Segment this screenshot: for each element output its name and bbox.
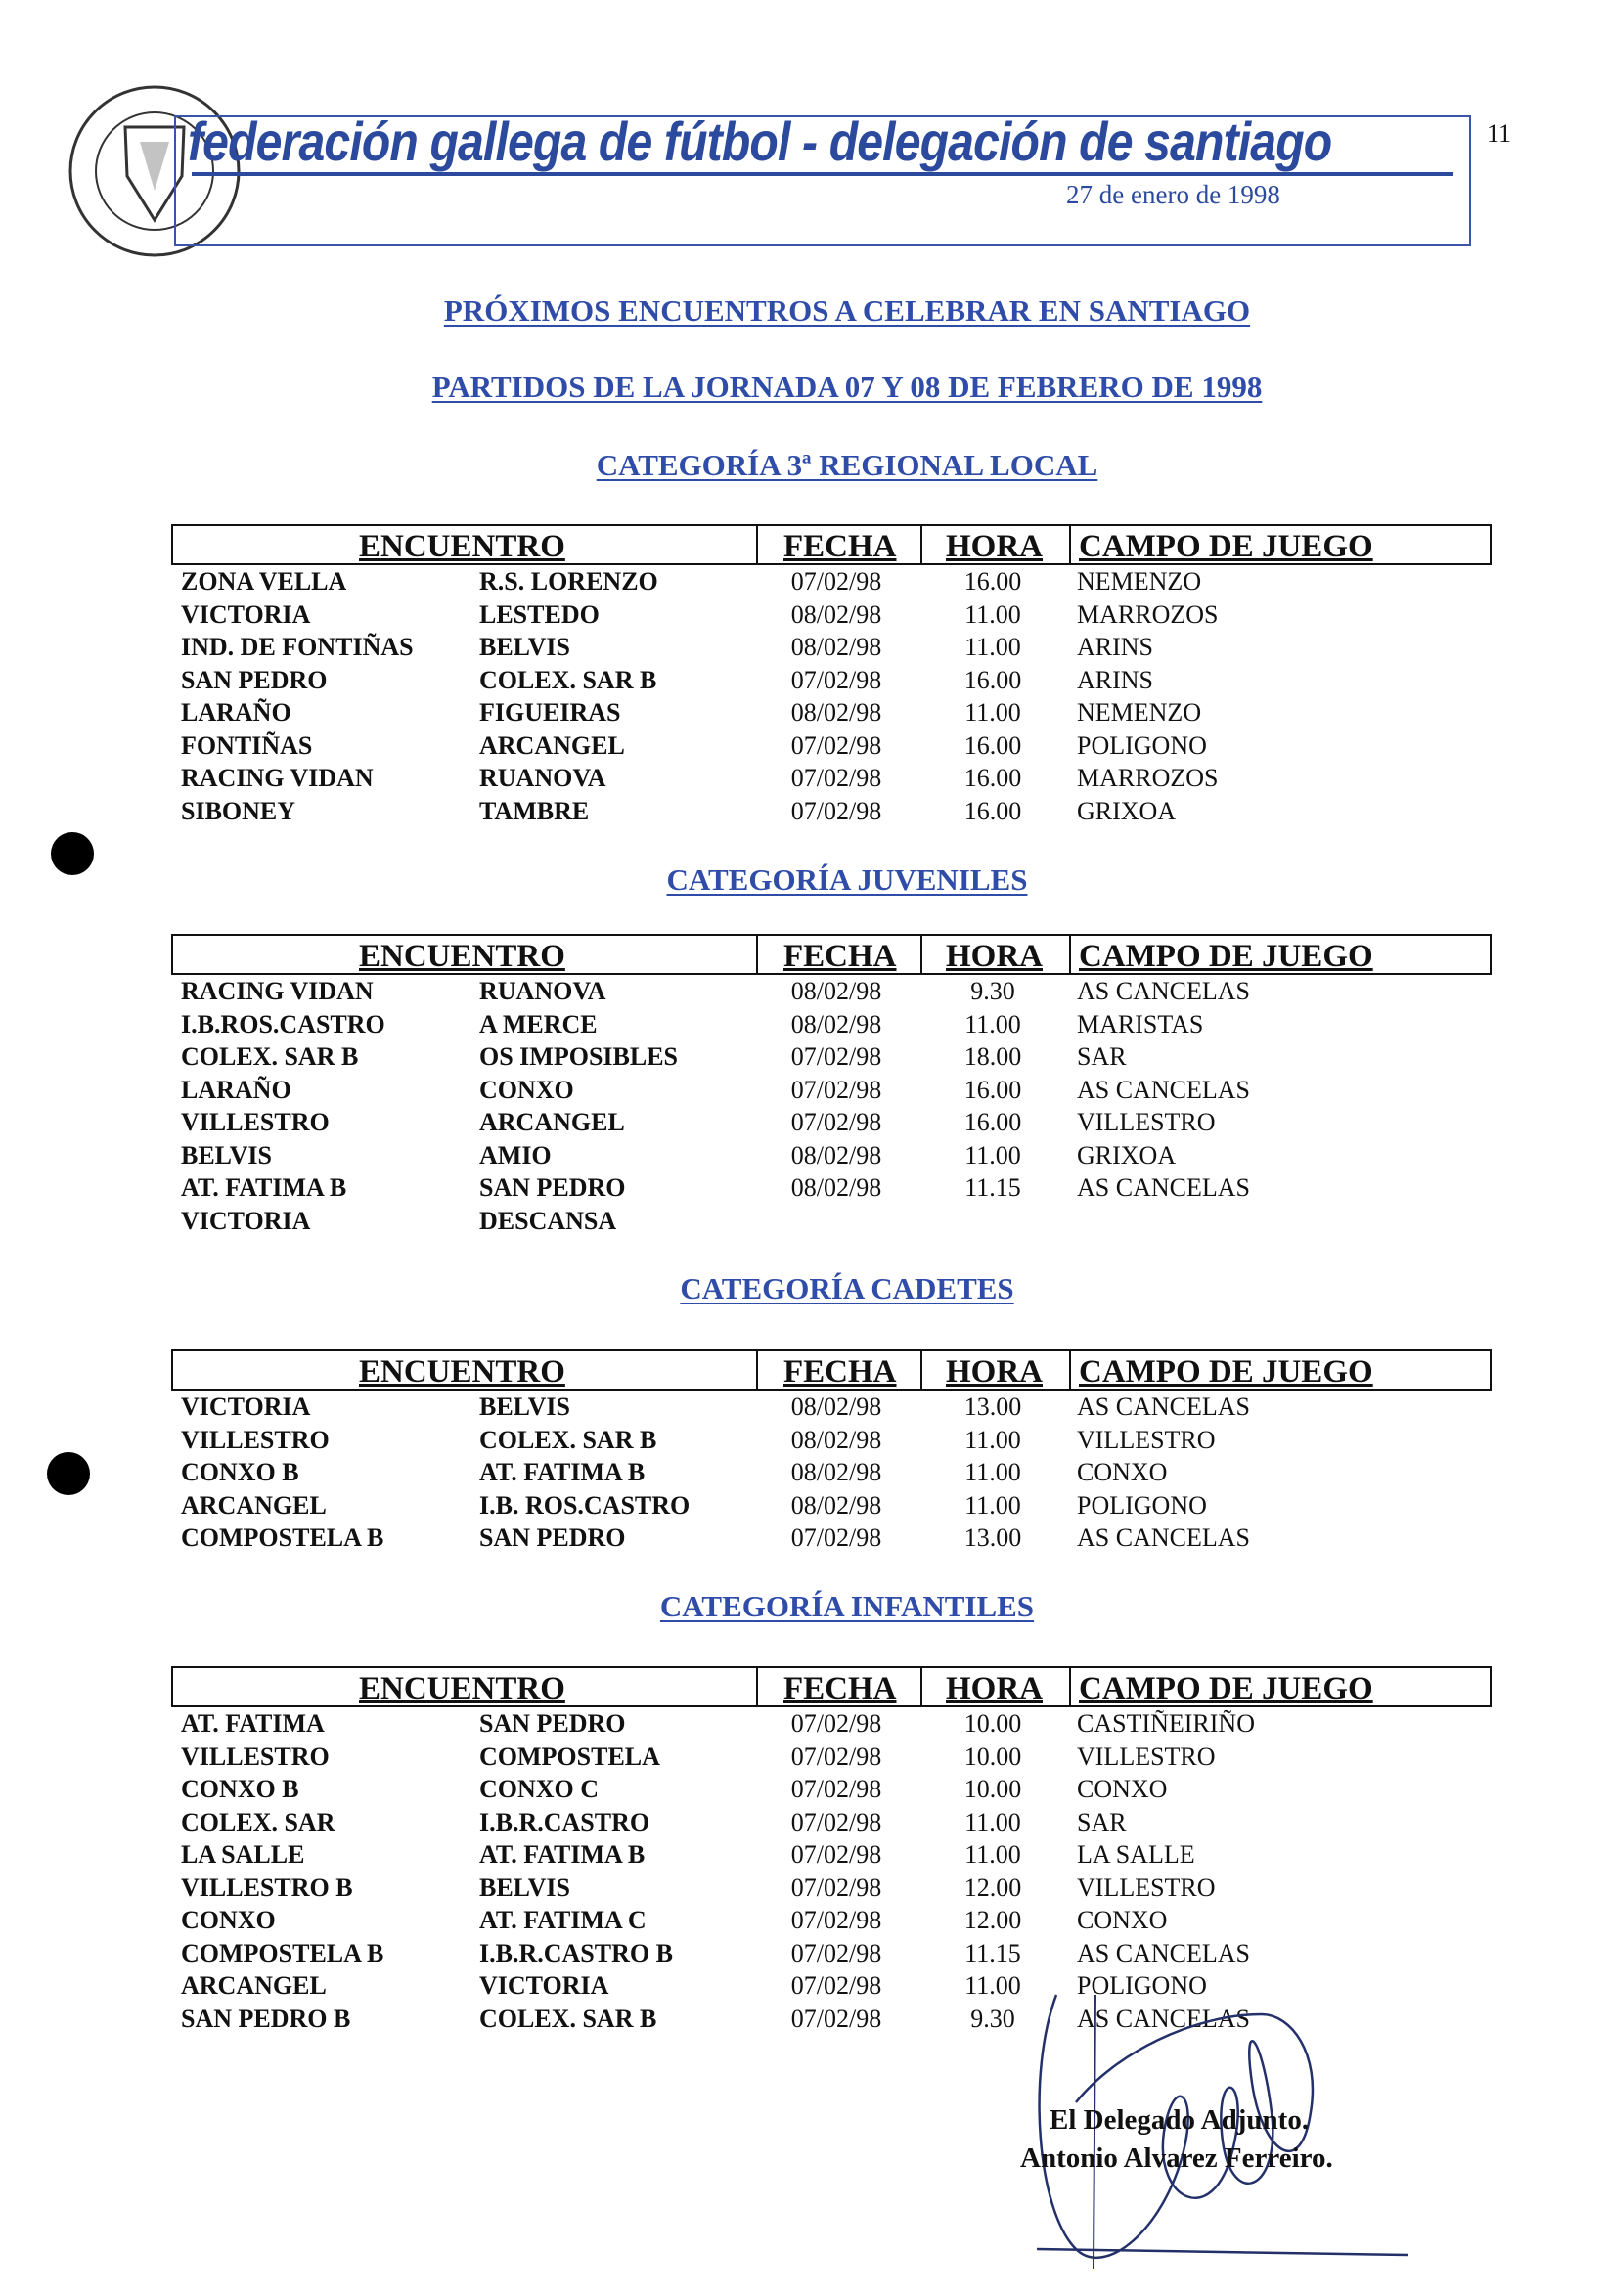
section-heading: CATEGORÍA 3ª REGIONAL LOCAL (596, 448, 1098, 482)
home-team: I.B.ROS.CASTRO (181, 1009, 385, 1038)
table-row (0, 1838, 1608, 1871)
home-team: RACING VIDAN (181, 977, 374, 1005)
match-time: 10.00 (963, 1742, 1022, 1771)
match-date: 08/02/98 (790, 1173, 882, 1202)
match-time: 11.00 (964, 1807, 1021, 1836)
away-team: ARCANGEL (479, 730, 625, 760)
match-time: 11.00 (964, 1140, 1021, 1170)
column-header-fecha: FECHA (756, 526, 922, 563)
venue: VILLESTRO (1077, 1742, 1216, 1771)
away-team: AT. FATIMA C (479, 1906, 647, 1934)
venue: MARISTAS (1077, 1009, 1204, 1038)
match-date: 08/02/98 (790, 599, 882, 629)
home-team: COLEX. SAR B (181, 1042, 359, 1071)
away-team: AT. FATIMA B (479, 1840, 646, 1869)
table-header (171, 1666, 1492, 1707)
match-date: 07/02/98 (790, 1938, 882, 1967)
column-header-fecha: FECHA (756, 1351, 922, 1389)
match-date: 08/02/98 (790, 1392, 882, 1421)
home-team: ZONA VELLA (181, 567, 347, 596)
column-header-hora: HORA (920, 1351, 1069, 1389)
section-heading: CATEGORÍA CADETES (680, 1271, 1014, 1305)
page-number: 11 (1487, 119, 1512, 148)
home-team: ARCANGEL (181, 1490, 327, 1520)
table-row (0, 696, 1608, 729)
venue: VILLESTRO (1077, 1425, 1216, 1454)
match-date: 07/02/98 (790, 1873, 882, 1902)
match-time: 11.00 (964, 1971, 1021, 2000)
table-row (0, 664, 1608, 696)
match-time: 11.00 (964, 1425, 1021, 1454)
away-team: BELVIS (479, 1392, 570, 1421)
home-team: ARCANGEL (181, 1971, 327, 2000)
match-date: 07/02/98 (790, 1075, 882, 1104)
match-date: 08/02/98 (790, 698, 882, 727)
match-date: 08/02/98 (790, 977, 882, 1005)
match-time: 10.00 (963, 1709, 1022, 1738)
match-date: 07/02/98 (790, 796, 882, 825)
match-date: 07/02/98 (790, 1775, 882, 1803)
signature-name: Antonio Alvarez Ferreiro. (1020, 2142, 1333, 2174)
home-team: RACING VIDAN (181, 764, 374, 792)
match-time: 12.00 (963, 1906, 1022, 1934)
signature-role: El Delegado Adjunto. (1050, 2104, 1310, 2136)
match-date: 07/02/98 (790, 1971, 882, 2000)
match-time: 11.00 (964, 698, 1021, 727)
venue: LA SALLE (1077, 1840, 1195, 1869)
table-row (0, 762, 1608, 794)
table-row (0, 598, 1608, 631)
home-team: VILLESTRO (181, 1425, 330, 1454)
venue: ARINS (1077, 633, 1154, 661)
table-row (0, 1456, 1608, 1488)
home-team: LA SALLE (181, 1840, 305, 1869)
match-time: 11.00 (964, 1490, 1021, 1520)
match-time: 16.00 (963, 567, 1022, 596)
table-row (0, 975, 1608, 1007)
table-row (0, 1773, 1608, 1805)
document-date: 27 de enero de 1998 (1066, 180, 1280, 209)
table-row (0, 1391, 1608, 1423)
table-row (0, 1074, 1608, 1106)
away-team: OS IMPOSIBLES (479, 1042, 679, 1071)
venue: VILLESTRO (1077, 1108, 1216, 1136)
main-heading: PRÓXIMOS ENCUENTROS A CELEBRAR EN SANTIAGO (443, 293, 1251, 328)
home-team: COLEX. SAR (181, 1807, 335, 1836)
venue: CONXO (1077, 1458, 1168, 1486)
match-time: 16.00 (963, 730, 1022, 760)
home-team: COMPOSTELA B (181, 1523, 384, 1552)
away-team: A MERCE (479, 1009, 598, 1038)
venue: AS CANCELAS (1077, 1173, 1250, 1202)
match-time: 13.00 (963, 1523, 1022, 1552)
table-row (0, 1806, 1608, 1838)
venue: MARROZOS (1077, 764, 1219, 792)
match-date: 07/02/98 (790, 1108, 882, 1136)
match-time: 16.00 (963, 1075, 1022, 1104)
column-header-fecha: FECHA (756, 936, 922, 973)
home-team: IND. DE FONTIÑAS (181, 633, 414, 661)
away-team: SAN PEDRO (479, 1523, 626, 1552)
match-date: 07/02/98 (790, 1709, 882, 1738)
venue: POLIGONO (1077, 1490, 1207, 1520)
table-row (0, 1139, 1608, 1171)
table-row (0, 1424, 1608, 1456)
match-time: 11.00 (964, 1009, 1021, 1038)
home-team: VICTORIA (181, 1206, 311, 1235)
away-team: COLEX. SAR B (479, 2004, 657, 2033)
table-row (0, 729, 1608, 762)
match-time: 16.00 (963, 665, 1022, 694)
home-team: FONTIÑAS (181, 730, 313, 760)
match-time: 18.00 (963, 1042, 1022, 1071)
table-row (0, 1106, 1608, 1138)
column-header-campo: CAMPO DE JUEGO (1069, 936, 1373, 973)
match-time: 11.00 (964, 1458, 1021, 1486)
match-time: 11.00 (964, 633, 1021, 661)
home-team: VILLESTRO (181, 1742, 330, 1771)
away-team: I.B.R.CASTRO B (479, 1938, 673, 1967)
letterhead-title: federación gallega de fútbol - delegación de santiago (188, 110, 1332, 172)
venue: POLIGONO (1077, 1971, 1207, 2000)
match-time: 10.00 (963, 1775, 1022, 1803)
venue: AS CANCELAS (1077, 1392, 1250, 1421)
match-time: 16.00 (963, 764, 1022, 792)
match-time: 9.30 (970, 977, 1015, 1005)
home-team: SAN PEDRO B (181, 2004, 351, 2033)
match-date: 07/02/98 (790, 1523, 882, 1552)
match-time: 13.00 (963, 1392, 1022, 1421)
away-team: I.B.R.CASTRO (479, 1807, 650, 1836)
venue: NEMENZO (1077, 698, 1202, 727)
away-team: SAN PEDRO (479, 1709, 626, 1738)
punch-hole (51, 832, 94, 875)
jornada-heading: PARTIDOS DE LA JORNADA 07 Y 08 DE FEBRERO DE 1998 (431, 370, 1263, 404)
column-header-campo: CAMPO DE JUEGO (1069, 1668, 1373, 1705)
venue: AS CANCELAS (1077, 1523, 1250, 1552)
match-date: 07/02/98 (790, 1840, 882, 1869)
away-team: LESTEDO (479, 599, 600, 629)
home-team: BELVIS (181, 1140, 272, 1170)
match-time: 11.15 (964, 1938, 1021, 1967)
column-header-hora: HORA (920, 936, 1069, 973)
table-row (0, 1904, 1608, 1936)
home-team: AT. FATIMA (181, 1709, 325, 1738)
table-header (171, 934, 1492, 975)
match-date: 07/02/98 (790, 764, 882, 792)
away-team: I.B. ROS.CASTRO (479, 1490, 691, 1520)
table-row (0, 795, 1608, 827)
match-date: 08/02/98 (790, 1425, 882, 1454)
table-row (0, 1872, 1608, 1904)
venue: MARROZOS (1077, 599, 1219, 629)
home-team: LARAÑO (181, 698, 291, 727)
away-team: BELVIS (479, 633, 570, 661)
away-team: RUANOVA (479, 977, 606, 1005)
match-time: 11.00 (964, 1840, 1021, 1869)
match-time: 9.30 (970, 2004, 1015, 2033)
table-row (0, 1008, 1608, 1040)
section-heading: CATEGORÍA JUVENILES (666, 862, 1028, 897)
table-row (0, 1171, 1608, 1204)
table-row (0, 1489, 1608, 1522)
match-date: 08/02/98 (790, 1140, 882, 1170)
column-header-fecha: FECHA (756, 1668, 922, 1705)
match-date: 07/02/98 (790, 1042, 882, 1071)
away-team: BELVIS (479, 1873, 570, 1902)
table-row (0, 1707, 1608, 1740)
match-date: 08/02/98 (790, 1458, 882, 1486)
table-row (0, 1741, 1608, 1773)
home-team: VILLESTRO B (181, 1873, 353, 1902)
column-header-campo: CAMPO DE JUEGO (1069, 526, 1373, 563)
away-team: CONXO C (479, 1775, 600, 1803)
table-row (0, 1040, 1608, 1073)
home-team: SIBONEY (181, 796, 296, 825)
away-team: R.S. LORENZO (479, 567, 658, 596)
away-team: CONXO (479, 1075, 574, 1104)
match-date: 07/02/98 (790, 730, 882, 760)
match-time: 16.00 (963, 1108, 1022, 1136)
column-header-encuentro: ENCUENTRO (359, 1354, 565, 1390)
venue: SAR (1077, 1807, 1127, 1836)
venue: AS CANCELAS (1077, 1075, 1250, 1104)
home-team: CONXO (181, 1906, 276, 1934)
match-date: 08/02/98 (790, 1490, 882, 1520)
match-date: 07/02/98 (790, 1742, 882, 1771)
away-team: FIGUEIRAS (479, 698, 621, 727)
match-date: 07/02/98 (790, 665, 882, 694)
letterhead-rule (192, 172, 1453, 176)
table-row (0, 1205, 1608, 1237)
section-heading: CATEGORÍA INFANTILES (659, 1589, 1035, 1623)
venue: CONXO (1077, 1906, 1168, 1934)
match-date: 07/02/98 (790, 567, 882, 596)
home-team: SAN PEDRO (181, 665, 328, 694)
punch-hole (47, 1452, 90, 1495)
venue: AS CANCELAS (1077, 2004, 1250, 2033)
table-header (171, 1349, 1492, 1391)
venue: NEMENZO (1077, 567, 1202, 596)
match-date: 07/02/98 (790, 1906, 882, 1934)
away-team: RUANOVA (479, 764, 606, 792)
venue: ARINS (1077, 665, 1154, 694)
away-team: AMIO (479, 1140, 552, 1170)
home-team: CONXO B (181, 1458, 299, 1486)
venue: AS CANCELAS (1077, 977, 1250, 1005)
home-team: VILLESTRO (181, 1108, 330, 1136)
column-header-hora: HORA (920, 526, 1069, 563)
home-team: CONXO B (181, 1775, 299, 1803)
away-team: DESCANSA (479, 1206, 617, 1235)
home-team: VICTORIA (181, 599, 311, 629)
away-team: TAMBRE (479, 796, 590, 825)
away-team: COLEX. SAR B (479, 665, 657, 694)
away-team: VICTORIA (479, 1971, 609, 2000)
table-header (171, 524, 1492, 565)
away-team: AT. FATIMA B (479, 1458, 646, 1486)
column-header-hora: HORA (920, 1668, 1069, 1705)
match-date: 07/02/98 (790, 1807, 882, 1836)
home-team: AT. FATIMA B (181, 1173, 347, 1202)
table-row (0, 631, 1608, 663)
home-team: VICTORIA (181, 1392, 311, 1421)
away-team: ARCANGEL (479, 1108, 625, 1136)
match-time: 11.00 (964, 599, 1021, 629)
match-date: 07/02/98 (790, 2004, 882, 2033)
venue: SAR (1077, 1042, 1127, 1071)
column-header-encuentro: ENCUENTRO (359, 939, 565, 974)
venue: AS CANCELAS (1077, 1938, 1250, 1967)
venue: POLIGONO (1077, 730, 1207, 760)
table-row (0, 1522, 1608, 1554)
column-header-encuentro: ENCUENTRO (359, 529, 565, 564)
venue: CASTIÑEIRIÑO (1077, 1709, 1255, 1738)
match-time: 16.00 (963, 796, 1022, 825)
column-header-campo: CAMPO DE JUEGO (1069, 1351, 1373, 1389)
match-time: 12.00 (963, 1873, 1022, 1902)
match-time: 11.15 (964, 1173, 1021, 1202)
away-team: COLEX. SAR B (479, 1425, 657, 1454)
match-date: 08/02/98 (790, 633, 882, 661)
away-team: SAN PEDRO (479, 1173, 626, 1202)
venue: VILLESTRO (1077, 1873, 1216, 1902)
venue: GRIXOA (1077, 1140, 1177, 1170)
column-header-encuentro: ENCUENTRO (359, 1671, 565, 1706)
away-team: COMPOSTELA (479, 1742, 660, 1771)
venue: CONXO (1077, 1775, 1168, 1803)
home-team: COMPOSTELA B (181, 1938, 384, 1967)
venue: GRIXOA (1077, 796, 1177, 825)
home-team: LARAÑO (181, 1075, 291, 1104)
match-date: 08/02/98 (790, 1009, 882, 1038)
table-row (0, 565, 1608, 597)
